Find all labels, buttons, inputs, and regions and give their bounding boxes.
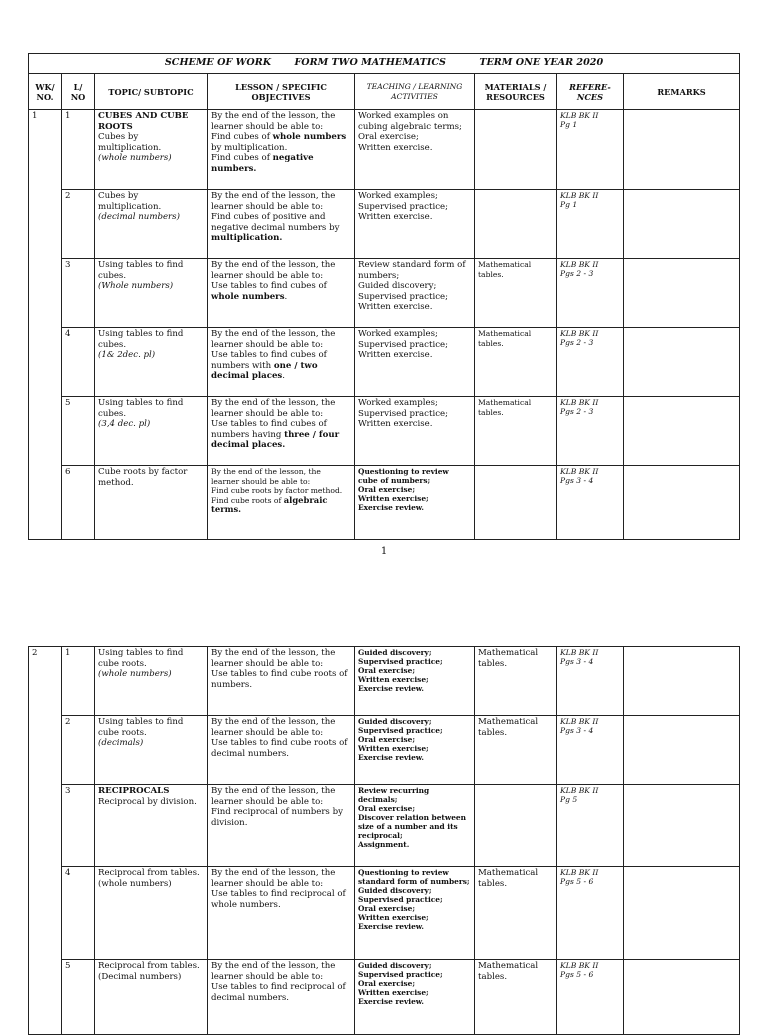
objectives-cell (208, 960, 355, 1035)
table-row (29, 466, 740, 540)
objective-intro: By the end of the lesson, the learner should be able to: (211, 191, 336, 212)
remarks-cell (624, 259, 740, 328)
objective-text: Find cubes of (211, 153, 273, 164)
materials-cell: Mathematical tables. (475, 867, 557, 960)
table-row (29, 328, 740, 397)
activity: Guided discovery; (358, 648, 432, 657)
topic-cell (95, 466, 208, 540)
lesson-number: 4 (62, 867, 95, 960)
objective-emphasis: algebraic terms. (211, 494, 328, 515)
reference-book: KLB BK II (560, 786, 599, 795)
references-cell (557, 190, 624, 259)
objectives-cell (208, 466, 355, 540)
materials-cell: Mathematical tables. (475, 397, 557, 466)
activity: Oral exercise; (358, 735, 416, 744)
objective-text-end: . (282, 371, 286, 382)
objective-text: Use tables to find reciprocal of decimal numbers. (211, 982, 346, 1003)
title-scheme-of-work: SCHEME OF WORK (164, 57, 272, 69)
objectives-cell (208, 328, 355, 397)
remarks-cell (624, 328, 740, 397)
objective-text-end: by multiplication. (211, 142, 288, 153)
activity: Oral exercise; (358, 132, 419, 143)
activity: Supervised practice; (358, 408, 448, 419)
remarks-cell (624, 466, 740, 540)
references-cell (557, 716, 624, 785)
materials-cell (475, 190, 557, 259)
activity: Supervised practice; (358, 291, 448, 302)
header-week: WK/ NO. (29, 74, 62, 110)
materials-cell (475, 785, 557, 867)
header-row (29, 74, 740, 110)
reference-page: Pgs 5 - 6 (560, 970, 594, 979)
subtopic: Reciprocal from tables. (98, 961, 200, 971)
objective-emphasis: negative numbers. (211, 153, 314, 174)
activity: Assignment. (358, 840, 410, 849)
objective-text: Find cube roots by factor method. (211, 486, 343, 496)
activity: Exercise review. (358, 753, 424, 762)
reference-book: KLB BK II (560, 191, 599, 200)
objectives-cell (208, 397, 355, 466)
header-remarks: REMARKS (624, 74, 740, 110)
objective-text: Use tables to find reciprocal of whole numbers. (211, 889, 346, 910)
reference-page: Pgs 2 - 3 (560, 269, 594, 278)
activity: Questioning to review standard form of numbers; (358, 868, 470, 886)
references-cell (557, 466, 624, 540)
topic-heading: CUBES AND CUBE ROOTS (98, 111, 189, 132)
activity: Written exercise; (358, 675, 429, 684)
scheme-table-page-2 (28, 646, 740, 1035)
activity: Written exercise. (358, 142, 433, 153)
objectives-cell (208, 716, 355, 785)
header-lesson-no: L/ NO (62, 74, 95, 110)
subtopic: Using tables to find cube roots. (98, 717, 184, 738)
subtopic-note: (Decimal numbers) (98, 971, 182, 982)
activity: Written exercise; (358, 744, 429, 753)
scheme-title (29, 54, 740, 74)
table-row (29, 397, 740, 466)
reference-book: KLB BK II (560, 329, 599, 338)
reference-page: Pg 5 (560, 795, 578, 804)
title-subject: FORM TWO MATHEMATICS (294, 57, 446, 69)
remarks-cell (624, 647, 740, 716)
references-cell (557, 328, 624, 397)
lesson-number: 5 (62, 397, 95, 466)
remarks-cell (624, 397, 740, 466)
activity: Exercise review. (358, 684, 424, 693)
week-number: 2 (29, 647, 62, 1035)
activity: Oral exercise; (358, 485, 416, 494)
activity: Worked examples; (358, 191, 438, 201)
activity: Guided discovery; (358, 961, 432, 970)
objective-intro: By the end of the lesson, the learner should be able to: (211, 717, 336, 738)
objective-text: Find cubes of (211, 132, 273, 143)
objective-intro: By the end of the lesson, the learner should be able to: (211, 329, 336, 350)
activity: Supervised practice; (358, 657, 443, 666)
objective-emphasis: multiplication. (211, 233, 283, 244)
subtopic: Cube roots by factor method. (98, 467, 188, 488)
reference-page: Pgs 5 - 6 (560, 877, 594, 886)
subtopic-note: (3,4 dec. pl) (98, 419, 151, 430)
activity: Guided discovery; (358, 717, 432, 726)
subtopic-note: (decimal numbers) (98, 212, 180, 223)
activity: Guided discovery; (358, 281, 437, 292)
subtopic: Using tables to find cubes. (98, 329, 184, 350)
remarks-cell (624, 960, 740, 1035)
references-cell (557, 867, 624, 960)
objective-text: Use tables to find cubes of numbers with (211, 350, 327, 371)
reference-book: KLB BK II (560, 260, 599, 269)
scheme-table-page-1 (28, 53, 740, 540)
reference-book: KLB BK II (560, 961, 599, 970)
objective-text-end: . (284, 291, 288, 302)
activity: Supervised practice; (358, 970, 443, 979)
activities-cell (355, 397, 475, 466)
topic-heading: RECIPROCALS (98, 786, 170, 796)
activity: Worked examples; (358, 329, 438, 339)
topic-cell (95, 328, 208, 397)
objectives-cell (208, 259, 355, 328)
topic-cell (95, 960, 208, 1035)
objective-emphasis: three / four decimal places. (211, 429, 340, 451)
objective-emphasis: whole numbers (272, 132, 347, 143)
activities-cell (355, 466, 475, 540)
objectives-cell (208, 867, 355, 960)
references-cell (557, 397, 624, 466)
reference-page: Pgs 2 - 3 (560, 338, 594, 347)
table-row (29, 110, 740, 190)
subtopic: Using tables to find cube roots. (98, 648, 184, 669)
subtopic: Cubes by multiplication. (98, 191, 162, 212)
header-objectives: LESSON / SPECIFIC OBJECTIVES (208, 74, 355, 110)
activity: Guided discovery; (358, 886, 432, 895)
activity: Supervised practice; (358, 726, 443, 735)
table-row (29, 785, 740, 867)
references-cell (557, 960, 624, 1035)
table-row (29, 960, 740, 1035)
objective-intro: By the end of the lesson, the learner should be able to: (211, 648, 336, 669)
activity: Written exercise; (358, 988, 429, 997)
objective-text: Use tables to find cubes of (211, 281, 327, 292)
reference-page: Pg 1 (560, 200, 578, 209)
materials-cell: Mathematical tables. (475, 328, 557, 397)
activity: Supervised practice; (358, 339, 448, 350)
topic-cell (95, 867, 208, 960)
objective-intro: By the end of the lesson, the learner should be able to: (211, 961, 336, 982)
objective-emphasis: one / two decimal places (211, 360, 318, 382)
objectives-cell (208, 647, 355, 716)
objective-text: Find reciprocal of numbers by division. (211, 807, 343, 828)
materials-cell: Mathematical tables. (475, 259, 557, 328)
activities-cell (355, 647, 475, 716)
lesson-number: 3 (62, 259, 95, 328)
reference-book: KLB BK II (560, 868, 599, 877)
objective-intro: By the end of the lesson, the learner should be able to: (211, 111, 336, 132)
table-row (29, 647, 740, 716)
activity: Exercise review. (358, 997, 424, 1006)
activity: Written exercise. (358, 212, 433, 223)
activities-cell (355, 259, 475, 328)
subtopic-note: (Whole numbers) (98, 281, 174, 292)
references-cell (557, 647, 624, 716)
objective-emphasis: whole numbers (211, 291, 285, 302)
reference-book: KLB BK II (560, 398, 599, 407)
header-references: REFERE-NCES (557, 74, 624, 110)
remarks-cell (624, 785, 740, 867)
activities-cell (355, 785, 475, 867)
subtopic-note: (whole numbers) (98, 878, 172, 889)
topic-cell (95, 785, 208, 867)
remarks-cell (624, 716, 740, 785)
header-topic: TOPIC/ SUBTOPIC (95, 74, 208, 110)
activity: Oral exercise; (358, 804, 416, 813)
subtopic: Reciprocal by division. (98, 796, 197, 807)
topic-cell (95, 397, 208, 466)
topic-cell (95, 259, 208, 328)
activity: Review recurring decimals; (358, 786, 430, 804)
activity: Written exercise; (358, 913, 429, 922)
table-row (29, 259, 740, 328)
objective-text: Use tables to find cube roots of decimal numbers. (211, 738, 348, 759)
objective-text: Find cubes of positive and negative decimal numbers by (211, 212, 340, 233)
activity: Discover relation between size of a number and its reciprocal; (358, 813, 466, 840)
reference-page: Pg 1 (560, 120, 578, 129)
subtopic: Using tables to find cubes. (98, 398, 184, 419)
activities-cell (355, 328, 475, 397)
activity: Written exercise. (358, 350, 433, 361)
materials-cell: Mathematical tables. (475, 647, 557, 716)
objective-intro: By the end of the lesson, the learner should be able to: (211, 868, 336, 889)
objectives-cell (208, 110, 355, 190)
table-row (29, 716, 740, 785)
title-term: TERM ONE YEAR 2020 (479, 57, 604, 69)
week-number: 1 (29, 110, 62, 540)
reference-book: KLB BK II (560, 111, 599, 120)
reference-page: Pgs 3 - 4 (560, 476, 594, 485)
subtopic-note: (1& 2dec. pl) (98, 350, 156, 361)
reference-book: KLB BK II (560, 648, 599, 657)
lesson-number: 1 (62, 647, 95, 716)
subtopic: Reciprocal from tables. (98, 868, 200, 878)
topic-cell (95, 110, 208, 190)
activity: Written exercise. (358, 419, 433, 430)
topic-cell (95, 647, 208, 716)
activities-cell (355, 110, 475, 190)
subtopic-note: (decimals) (98, 738, 144, 749)
activity: Supervised practice; (358, 201, 448, 212)
lesson-number: 1 (62, 110, 95, 190)
activity: Supervised practice; (358, 895, 443, 904)
lesson-number: 5 (62, 960, 95, 1035)
objective-intro: By the end of the lesson, the learner should be able to: (211, 467, 321, 486)
activities-cell (355, 867, 475, 960)
subtopic-note: (whole numbers) (98, 669, 172, 680)
objective-text: Use tables to find cubes of numbers having (211, 419, 327, 440)
activity: Written exercise; (358, 494, 429, 503)
materials-cell (475, 110, 557, 190)
activity: Oral exercise; (358, 666, 416, 675)
references-cell (557, 110, 624, 190)
materials-cell (475, 466, 557, 540)
activities-cell (355, 716, 475, 785)
subtopic: Cubes by multiplication. (98, 132, 162, 153)
reference-book: KLB BK II (560, 717, 599, 726)
activities-cell (355, 960, 475, 1035)
lesson-number: 6 (62, 466, 95, 540)
scheme-title-row (29, 54, 740, 74)
references-cell (557, 259, 624, 328)
header-activities: TEACHING / LEARNING ACTIVITIES (355, 74, 475, 110)
topic-cell (95, 190, 208, 259)
activity: Oral exercise; (358, 904, 416, 913)
reference-book: KLB BK II (560, 467, 599, 476)
table-row (29, 867, 740, 960)
activities-cell (355, 190, 475, 259)
objective-intro: By the end of the lesson, the learner should be able to: (211, 260, 336, 281)
objective-intro: By the end of the lesson, the learner should be able to: (211, 398, 336, 419)
objective-intro: By the end of the lesson, the learner should be able to: (211, 786, 336, 807)
reference-page: Pgs 3 - 4 (560, 726, 594, 735)
lesson-number: 4 (62, 328, 95, 397)
header-materials: MATERIALS / RESOURCES (475, 74, 557, 110)
activity: Questioning to review cube of numbers; (358, 467, 449, 485)
lesson-number: 3 (62, 785, 95, 867)
topic-cell (95, 716, 208, 785)
remarks-cell (624, 867, 740, 960)
activity: Written exercise. (358, 302, 433, 313)
objectives-cell (208, 190, 355, 259)
materials-cell: Mathematical tables. (475, 960, 557, 1035)
activity: Oral exercise; (358, 979, 416, 988)
references-cell (557, 785, 624, 867)
objectives-cell (208, 785, 355, 867)
lesson-number: 2 (62, 716, 95, 785)
remarks-cell (624, 110, 740, 190)
activity: Review standard form of numbers; (358, 260, 466, 281)
materials-cell: Mathematical tables. (475, 716, 557, 785)
reference-page: Pgs 3 - 4 (560, 657, 594, 666)
objective-text: Use tables to find cube roots of numbers. (211, 669, 348, 690)
page-number: 1 (380, 546, 388, 557)
reference-page: Pgs 2 - 3 (560, 407, 594, 416)
activity: Exercise review. (358, 503, 424, 512)
activity: Worked examples on cubing algebraic terms; (358, 111, 462, 132)
remarks-cell (624, 190, 740, 259)
activity: Worked examples; (358, 398, 438, 408)
table-row (29, 190, 740, 259)
lesson-number: 2 (62, 190, 95, 259)
subtopic-note: (whole numbers) (98, 153, 172, 164)
subtopic: Using tables to find cubes. (98, 260, 184, 281)
objective-text: Find cube roots of (211, 495, 284, 505)
activity: Exercise review. (358, 922, 424, 931)
